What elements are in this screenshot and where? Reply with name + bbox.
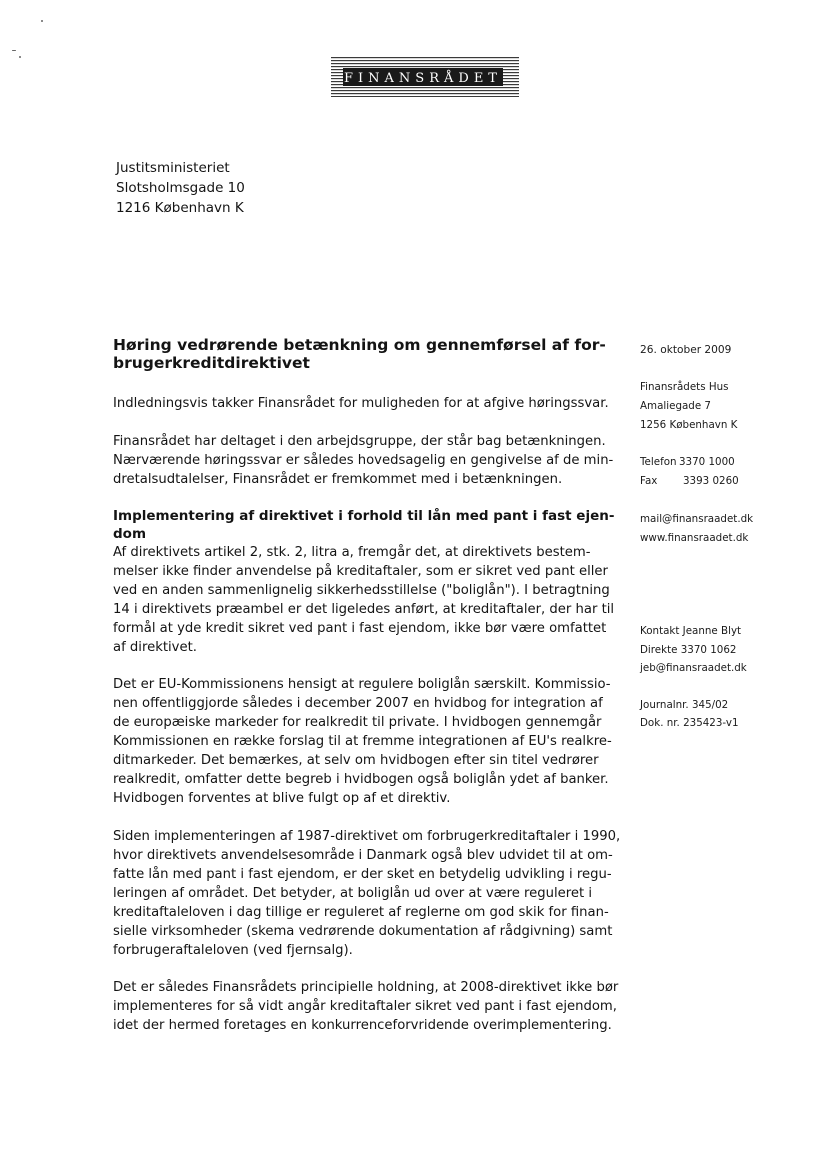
paragraph <box>113 675 612 808</box>
recipient-line: Slotsholmsgade 10 <box>116 180 245 196</box>
paragraph <box>113 827 621 960</box>
paragraph-line: Hvidbogen forventes at blive fulgt op af et direktiv. <box>113 791 451 806</box>
paragraph-line: kreditaftaleloven i dag tillige er reguleret af reglerne om god skik for finan- <box>113 905 609 920</box>
paragraph-line: de europæiske markeder for realkredit til private. I hvidbogen gennemgår <box>113 715 602 730</box>
paragraph-line: ditmarkeder. Det bemærkes, at selv om hvidbogen efter sin titel vedrører <box>113 753 599 768</box>
paragraph-line: Kommissionen en række forslag til at fremme integrationen af EU's realkre- <box>113 734 612 749</box>
paragraph-line: Det er EU-Kommissionens hensigt at regulere boliglån særskilt. Kommissio- <box>113 677 611 692</box>
paragraph-line: hvor direktivets anvendelsesområde i Danmark også blev udvidet til at om- <box>113 848 613 863</box>
journal-number: Journalnr. 345/02 <box>640 699 729 711</box>
paragraph-line: 14 i direktivets præambel er det ligeledes anført, at kreditaftaler, der har til <box>113 602 615 617</box>
recipient-line: 1216 København K <box>116 200 244 216</box>
phone-label: Telefon <box>640 456 677 468</box>
sender-city: 1256 København K <box>640 419 738 431</box>
paragraph-line: forbrugeraftaleloven (ved fjernsalg). <box>113 943 353 958</box>
paragraph-line: af direktivet. <box>113 640 197 655</box>
fax-row <box>640 475 739 487</box>
paragraph-line: dretalsudtalelser, Finansrådet er fremkommet med i betænkningen. <box>113 472 563 487</box>
paragraph <box>113 978 619 1035</box>
fax-number: 3393 0260 <box>683 475 739 487</box>
paragraph <box>113 543 615 657</box>
paragraph-line: formål at yde kredit sikret ved pant i fast ejendom, ikke bør være omfattet <box>113 621 607 636</box>
recipient-address <box>116 158 245 218</box>
paragraph-line: Det er således Finansrådets principielle holdning, at 2008-direktivet ikke bør <box>113 980 619 995</box>
letter-body <box>113 336 621 1035</box>
paragraph-line: melser ikke finder anvendelse på kreditaftaler, som er sikret ved pant eller <box>113 564 608 579</box>
scan-speck <box>19 56 21 58</box>
paragraph-line: implementeres for så vidt angår kreditaftaler sikret ved pant i fast ejendom, <box>113 999 617 1014</box>
paragraph-line: leringen af området. Det betyder, at boliglån ud over at være reguleret i <box>113 886 593 901</box>
paragraph-line: ved en anden sammenlignelig sikkerhedsstillelse ("boliglån"). I betragtning <box>113 583 610 598</box>
fax-label: Fax <box>640 475 658 487</box>
letter-date: 26. oktober 2009 <box>640 344 732 356</box>
paragraph-line: Af direktivets artikel 2, stk. 2, litra a, fremgår det, at direktivets bestem- <box>113 545 591 560</box>
heading-line: dom <box>113 526 147 542</box>
email-link: mail@finansraadet.dk <box>640 513 754 525</box>
scan-speck <box>41 20 43 22</box>
paragraph-line: nen offentliggjorde således i december 2007 en hvidbog for integration af <box>113 696 603 711</box>
finansraadet-logo <box>331 57 519 97</box>
contact-person: Kontakt Jeanne Blyt <box>640 625 742 637</box>
svg-text:FINANSRÅDET: FINANSRÅDET <box>344 71 502 86</box>
paragraph-line: idet der hermed foretages en konkurrenceforvridende overimplementering. <box>113 1018 612 1033</box>
recipient-line: Justitsministeriet <box>116 160 230 176</box>
title-line: brugerkreditdirektivet <box>113 354 310 372</box>
paragraph-line: fatte lån med pant i fast ejendom, er der sket en betydelig udvikling i regu- <box>113 867 612 882</box>
paragraph <box>113 432 614 489</box>
contact-email: jeb@finansraadet.dk <box>640 662 747 674</box>
paragraph-line: Siden implementeringen af 1987-direktivet om forbrugerkreditaftaler i 1990, <box>113 829 621 844</box>
paragraph-line: realkredit, omfatter dette begreb i hvidbogen også boliglån ydet af banker. <box>113 772 609 787</box>
direct-phone: Direkte 3370 1062 <box>640 644 737 656</box>
paragraph-line: Nærværende høringssvar er således hovedsagelig en gengivelse af de min- <box>113 453 614 468</box>
title-line: Høring vedrørende betænkning om gennemførsel af for- <box>113 336 606 354</box>
section-heading <box>113 507 615 543</box>
intro-paragraph: Indledningsvis takker Finansrådet for muligheden for at afgive høringssvar. <box>113 396 609 411</box>
sender-street: Amaliegade 7 <box>640 400 711 412</box>
website-link: www.finansraadet.dk <box>640 532 749 544</box>
heading-line: Implementering af direktivet i forhold til lån med pant i fast ejen- <box>113 508 615 524</box>
scan-speck <box>12 50 16 51</box>
document-number: Dok. nr. 235423-v1 <box>640 717 739 729</box>
phone-number: 3370 1000 <box>679 456 735 468</box>
paragraph-line: Finansrådet har deltaget i den arbejdsgruppe, der står bag betænkningen. <box>113 434 606 449</box>
phone-row <box>640 456 735 468</box>
sender-org-name: Finansrådets Hus <box>640 381 729 393</box>
letter-title <box>113 336 606 372</box>
paragraph-line: sielle virksomheder (skema vedrørende dokumentation af rådgivning) samt <box>113 924 613 939</box>
